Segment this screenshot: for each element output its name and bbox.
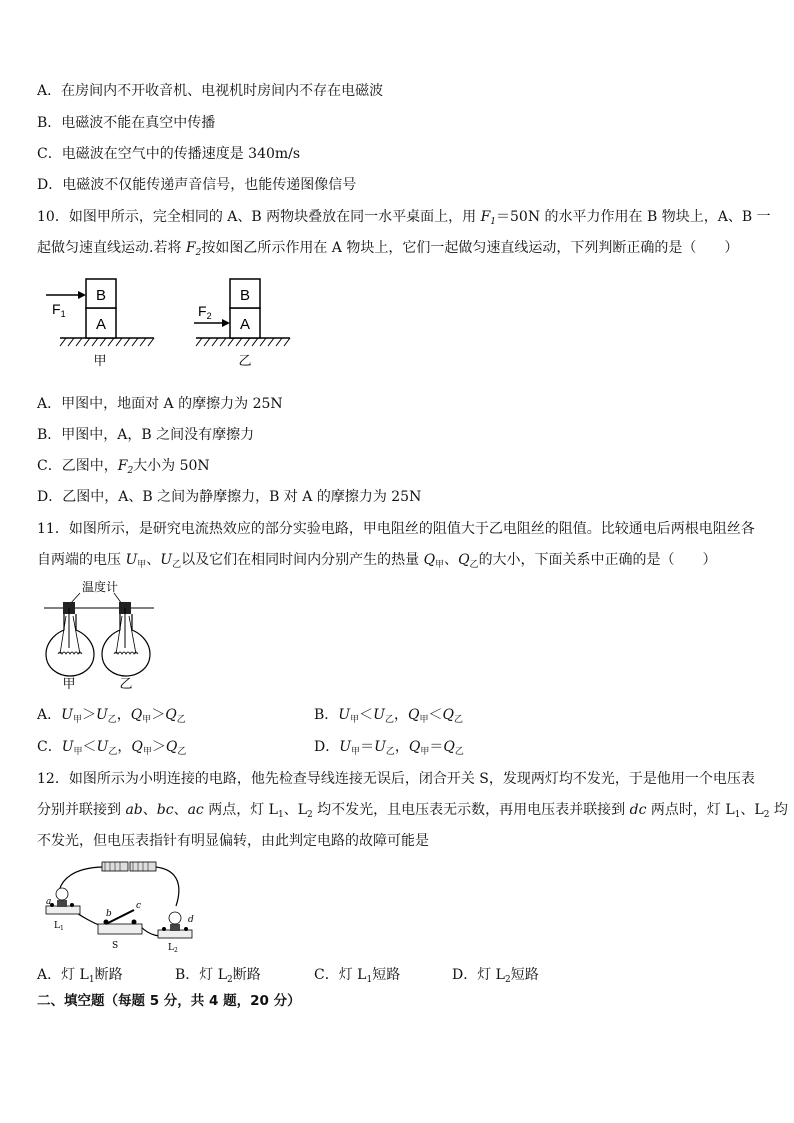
flask-yi [102,602,150,676]
point-a: a [46,897,52,907]
q10-option-c-post: 大小为 50N [133,458,210,474]
q12-option-c [314,966,400,989]
q11-option-label: C． [37,739,62,755]
fig-yi-label: 乙 [238,354,252,369]
switch-s [98,910,142,934]
q11-option-label: A． [37,707,62,723]
fig-jia-label: 甲 [93,354,107,369]
q9-option-c: C．电磁波在空气中的传播速度是 340m/s [37,146,301,162]
q11-option-rel: ＝ [360,739,375,755]
q10-f1-letter: F [480,209,491,225]
label-l2: $L_2$ [168,943,178,954]
q11-option-rel: ＝ [429,739,444,755]
q12-option-tail: 短路 [510,967,539,983]
q11-figure [42,578,162,690]
q11-option-a: A．$U_甲>U_乙$，$Q_甲>Q_乙$ [37,707,186,725]
q9-option-a: A．在房间内不开收音机、电视机时房间内不存在电磁波 [37,83,384,99]
q11-option-rel: ＞ [151,739,166,755]
q10-option-d: D．乙图中，A、B 之间为静摩擦力，B 对 A 的摩擦力为 25N [37,489,422,505]
q11-option-label: D． [314,739,340,755]
q12-stem-line3: 不发光，但电压表指针有明显偏转，由此判定电路的故障可能是 [37,833,429,849]
q10-figure [40,276,300,372]
q12-stem-line1: 12．如图所示为小明连接的电路，他先检查导线连接无误后，闭合开关 S，发现两灯均不发光，于是他用一个电压表 [37,771,755,787]
lamp-l2 [158,912,192,938]
q11-option-rel: ＞ [151,707,166,723]
q10-stem-line2 [37,239,738,262]
q10-option-a: A．甲图中，地面对 A 的摩擦力为 25N [37,396,283,412]
label-s: S [112,941,119,951]
wire [156,867,179,906]
q11-stem-line2: 自两端的电压 $U_甲$、$U_乙$以及它们在相同时间内分别产生的热量 $Q_甲$、$Q_乙$的大小，下面关系中正确的是（ ） [37,552,717,570]
q11-stem-line1: 11．如图所示，是研究电流热效应的部分实验电路，甲电阻丝的阻值大于乙电阻丝的阻值。比较通电后两根电阻丝各 [37,521,755,537]
section-heading: 二、填空题（每题 5 分，共 4 题，20 分） [37,993,301,1009]
q11-text: 自两端的电压 [37,552,126,568]
block-b-jia-label: B [95,287,107,304]
q12-text: 均 [769,802,788,818]
q12-option-tail: 断路 [94,967,123,983]
q12-text: 两点时，灯 L [646,802,735,818]
point-c: c [136,901,142,911]
block-a-jia-label: A [95,316,107,333]
block-a-yi-label: A [239,316,251,333]
q10-option-c-f-letter: F [117,458,128,474]
q10-text: 起做匀速直线运动.若将 [37,240,186,256]
point-d: d [188,915,194,925]
q10-f2: $F_2$ [185,240,202,258]
point-b: b [106,909,112,919]
q12-option-label: B．灯 L [175,967,228,983]
q12-option-sub: 1 [366,975,373,985]
q10-option-b: B．甲图中，A，B 之间没有摩擦力 [37,427,255,443]
q10-stem-line1 [37,208,771,231]
q12-option-sub: 2 [504,975,511,985]
q10-f2-letter: F [185,240,196,256]
fig-yi-label: 乙 [119,677,133,690]
q12-text: 均不发光，且电压表无示数，再用电压表并联接到 [312,802,630,818]
force2-label: $F_2$ [198,303,212,321]
q9-option-b: B．电磁波不能在真空中传播 [37,115,216,131]
force2-arrowhead [222,319,230,327]
q11-option-rel: ＜ [82,739,97,755]
fig-jia-label: 甲 [62,677,76,690]
force1-label: $F_1$ [52,301,66,319]
q11-text: 以及它们在相同时间内分别产生的热量 [181,552,424,568]
hatch-jia [60,338,154,346]
q12-option-sub: 2 [227,975,233,985]
thermometer-label: 温度计 [81,580,119,594]
force1-arrowhead [78,291,86,299]
q12-option-tail: 断路 [232,967,261,983]
q10-f1: $F_1$ [480,209,497,227]
q12-option-label: C．灯 L [314,967,367,983]
label-l1: $L_1$ [54,921,64,932]
q12-option-b [175,966,261,989]
q12-figure [40,858,200,954]
q12-text: 两点，灯 L [203,802,278,818]
block-b-yi-label: B [239,287,251,304]
q10-text: 按如图乙所示作用在 A 物块上，它们一起做匀速直线运动，下列判断正确的是（ ） [201,240,739,256]
q10-option-c [37,457,210,480]
flask-jia [46,602,94,676]
q12-option-sub: 1 [88,975,95,985]
q11-option-c: C．$U_甲<U_乙$，$Q_甲>Q_乙$ [37,739,187,757]
q12-stem-line2: 分别并联接到 ab、bc、ac 两点，灯 $L_1$、$L_2$ 均不发光，且电压表无示数，再用电压表并联接到 dc 两点时，灯 $L_1$、$L_2$ 均 [37,802,788,820]
q12-option-a [37,966,123,989]
q12-option-tail: 短路 [372,967,401,983]
q12-option-label: D．灯 L [452,967,505,983]
q9-option-d: D．电磁波不仅能传递声音信号，也能传递图像信号 [37,177,357,193]
q11-option-rel: ＜ [428,707,443,723]
q12-option-d [452,966,539,989]
q10-text: ＝50N 的水平力作用在 B 物块上，A、B 一 [496,209,771,225]
q11-option-label: B． [314,707,339,723]
q10-text: 10．如图甲所示，完全相同的 A、B 两物块叠放在同一水平桌面上，用 [37,209,481,225]
hatch-yi [196,338,290,346]
q11-option-rel: ＞ [81,707,96,723]
q12-option-label: A．灯 L [37,967,89,983]
q11-text: 的大小，下面关系中正确的是（ ） [478,552,717,568]
q11-option-rel: ＜ [359,707,374,723]
q10-option-c-f2: $F_2$ [117,458,134,476]
q11-option-d: D．$U_甲=U_乙$，$Q_甲=Q_乙$ [314,739,464,757]
q10-option-c-pre: C．乙图中， [37,458,118,474]
q12-text: 分别并联接到 [37,802,126,818]
q11-option-b: B．$U_甲<U_乙$，$Q_甲<Q_乙$ [314,707,463,725]
